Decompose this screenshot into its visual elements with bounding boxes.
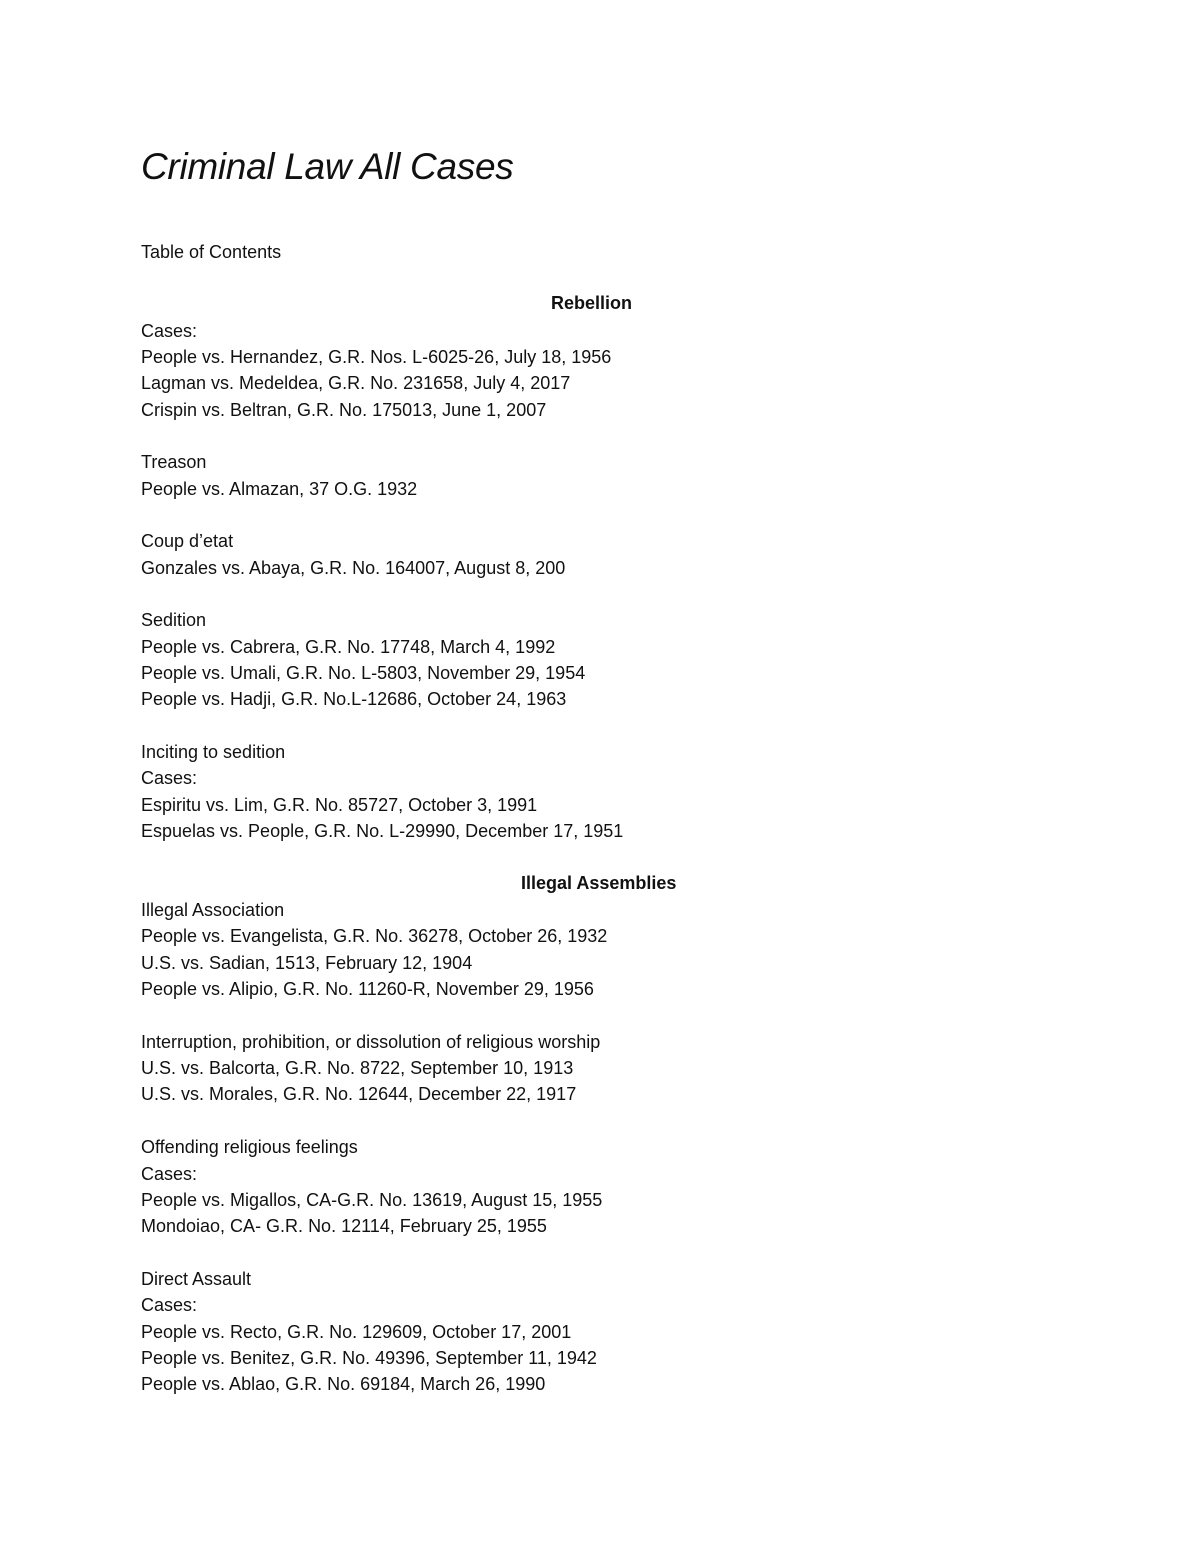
- subsection-heading: Illegal Association: [141, 900, 285, 920]
- list-item: Cases:: [141, 1164, 198, 1184]
- subsection-heading: Interruption, prohibition, or dissolution of religious worship: [141, 1032, 601, 1052]
- list-item: Gonzales vs. Abaya, G.R. No. 164007, August 8, 200: [141, 558, 566, 578]
- list-item: Crispin vs. Beltran, G.R. No. 175013, June 1, 2007: [141, 400, 547, 420]
- list-item: Cases:: [141, 1295, 198, 1315]
- list-item: People vs. Evangelista, G.R. No. 36278, October 26, 1932: [141, 926, 608, 946]
- list-item: Cases:: [141, 321, 198, 341]
- list-item: People vs. Benitez, G.R. No. 49396, September 11, 1942: [141, 1348, 597, 1368]
- list-item: People vs. Ablao, G.R. No. 69184, March 26, 1990: [141, 1374, 546, 1394]
- table-of-contents-label: Table of Contents: [141, 242, 282, 262]
- list-item: Mondoiao, CA- G.R. No. 12114, February 25, 1955: [141, 1216, 547, 1236]
- list-item: U.S. vs. Morales, G.R. No. 12644, December 22, 1917: [141, 1084, 577, 1104]
- list-item: Espiritu vs. Lim, G.R. No. 85727, October 3, 1991: [141, 795, 538, 815]
- list-item: People vs. Migallos, CA-G.R. No. 13619, August 15, 1955: [141, 1190, 603, 1210]
- subsection-heading: Offending religious feelings: [141, 1137, 358, 1157]
- list-item: Lagman vs. Medeldea, G.R. No. 231658, July 4, 2017: [141, 373, 571, 393]
- subsection-heading: Treason: [141, 452, 207, 472]
- list-item: People vs. Hernandez, G.R. Nos. L-6025-26, July 18, 1956: [141, 347, 612, 367]
- list-item: People vs. Alipio, G.R. No. 11260-R, November 29, 1956: [141, 979, 594, 999]
- list-item: People vs. Hadji, G.R. No.L-12686, October 24, 1963: [141, 689, 567, 709]
- section-heading-illegal-assemblies: Illegal Assemblies: [521, 873, 677, 893]
- subsection-heading: Coup d’etat: [141, 531, 234, 551]
- list-item: Cases:: [141, 768, 198, 788]
- section-heading-rebellion: Rebellion: [551, 293, 633, 313]
- subsection-heading: Inciting to sedition: [141, 742, 286, 762]
- list-item: People vs. Umali, G.R. No. L-5803, November 29, 1954: [141, 663, 586, 683]
- subsection-heading: Sedition: [141, 610, 207, 630]
- list-item: People vs. Recto, G.R. No. 129609, October 17, 2001: [141, 1322, 572, 1342]
- list-item: People vs. Almazan, 37 O.G. 1932: [141, 479, 418, 499]
- subsection-heading: Direct Assault: [141, 1269, 252, 1289]
- list-item: U.S. vs. Sadian, 1513, February 12, 1904: [141, 953, 473, 973]
- document-title: Criminal Law All Cases: [141, 146, 514, 187]
- list-item: Espuelas vs. People, G.R. No. L-29990, December 17, 1951: [141, 821, 624, 841]
- list-item: People vs. Cabrera, G.R. No. 17748, March 4, 1992: [141, 637, 556, 657]
- list-item: U.S. vs. Balcorta, G.R. No. 8722, September 10, 1913: [141, 1058, 574, 1078]
